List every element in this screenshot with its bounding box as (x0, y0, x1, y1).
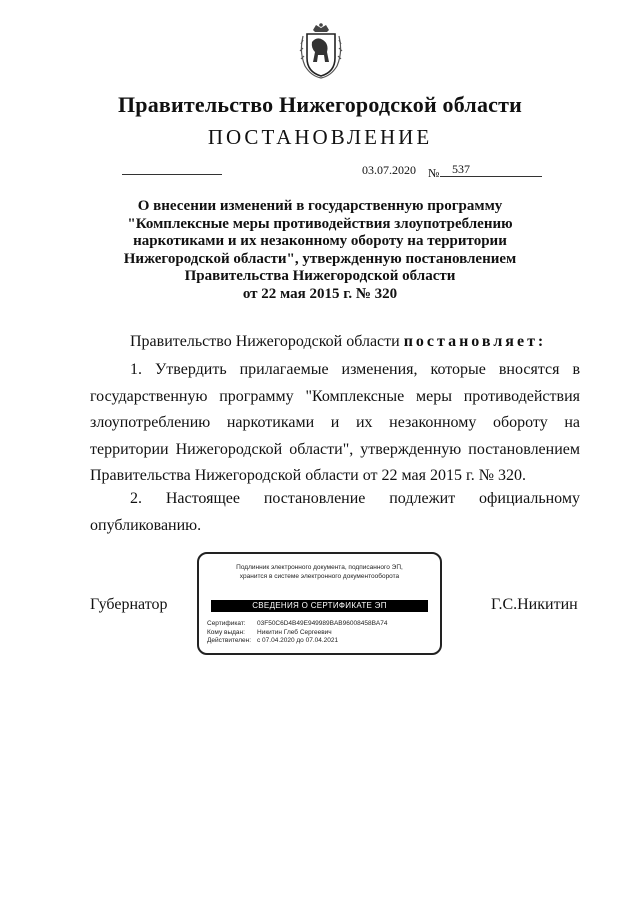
subject-line: О внесении изменений в государственную программу (137, 198, 503, 214)
paragraph-1: 1. Утвердить прилагаемые изменения, которые вносятся в государственную программу "Комплексные меры противодействия злоупотреблению наркотиками и их незаконному обороту на территории Нижегородской области", утвержденную постановлением Правительства Нижегородской области от 22 мая 2015 г. № 320. (90, 361, 580, 484)
validity-value: с 07.04.2020 до 07.04.2021 (257, 637, 339, 644)
stamp-details (207, 620, 387, 646)
subject-line: наркотиками и их незаконному обороту на территории (133, 233, 507, 250)
electronic-signature-stamp (197, 552, 442, 655)
subject-line: от 22 мая 2015 г. № 320 (242, 285, 398, 302)
signer-name: Г.С.Никитин (491, 596, 578, 613)
validity-row (207, 637, 387, 646)
preamble (130, 333, 546, 351)
document-date: 03.07.2020 (362, 163, 416, 177)
number-sign: № (428, 166, 440, 180)
subject-line: Нижегородской области", утвержденную постановлением (123, 250, 517, 267)
stamp-note-line: хранится в системе электронного документооборота (239, 573, 400, 580)
stamp-header: СВЕДЕНИЯ О СЕРТИФИКАТЕ ЭП (211, 600, 428, 612)
subject-line: Правительства Нижегородской области (184, 268, 456, 285)
decree-word: постановляет: (403, 333, 547, 350)
stamp-note-line: Подлинник электронного документа, подписанного ЭП, (236, 564, 403, 571)
document-type: ПОСТАНОВЛЕНИЕ (207, 125, 433, 149)
paragraph-2: 2. Настоящее постановление подлежит официальному опубликованию. (90, 490, 580, 534)
issued-to-value: Никитин Глеб Сергеевич (257, 628, 332, 636)
certificate-value: 03F50C6D4B49E949989BAB96008458BA74 (257, 620, 388, 627)
stamp-note (199, 563, 440, 581)
certificate-row (207, 620, 387, 629)
issued-to-row (207, 629, 387, 638)
preamble-text: Правительство Нижегородской области (130, 333, 404, 350)
certificate-label: Сертификат: (207, 620, 246, 627)
document-subject (120, 198, 520, 304)
validity-label: Действителен: (207, 637, 252, 644)
organization-title: Правительство Нижегородской области (117, 92, 522, 117)
signer-title: Губернатор (90, 596, 168, 613)
blank-date-line (122, 174, 222, 175)
coat-of-arms-icon (299, 22, 343, 80)
issued-to-label: Кому выдан: (207, 628, 245, 636)
subject-line: "Комплексные меры противодействия злоупотреблению (127, 215, 513, 232)
document-number: 537 (440, 163, 542, 177)
